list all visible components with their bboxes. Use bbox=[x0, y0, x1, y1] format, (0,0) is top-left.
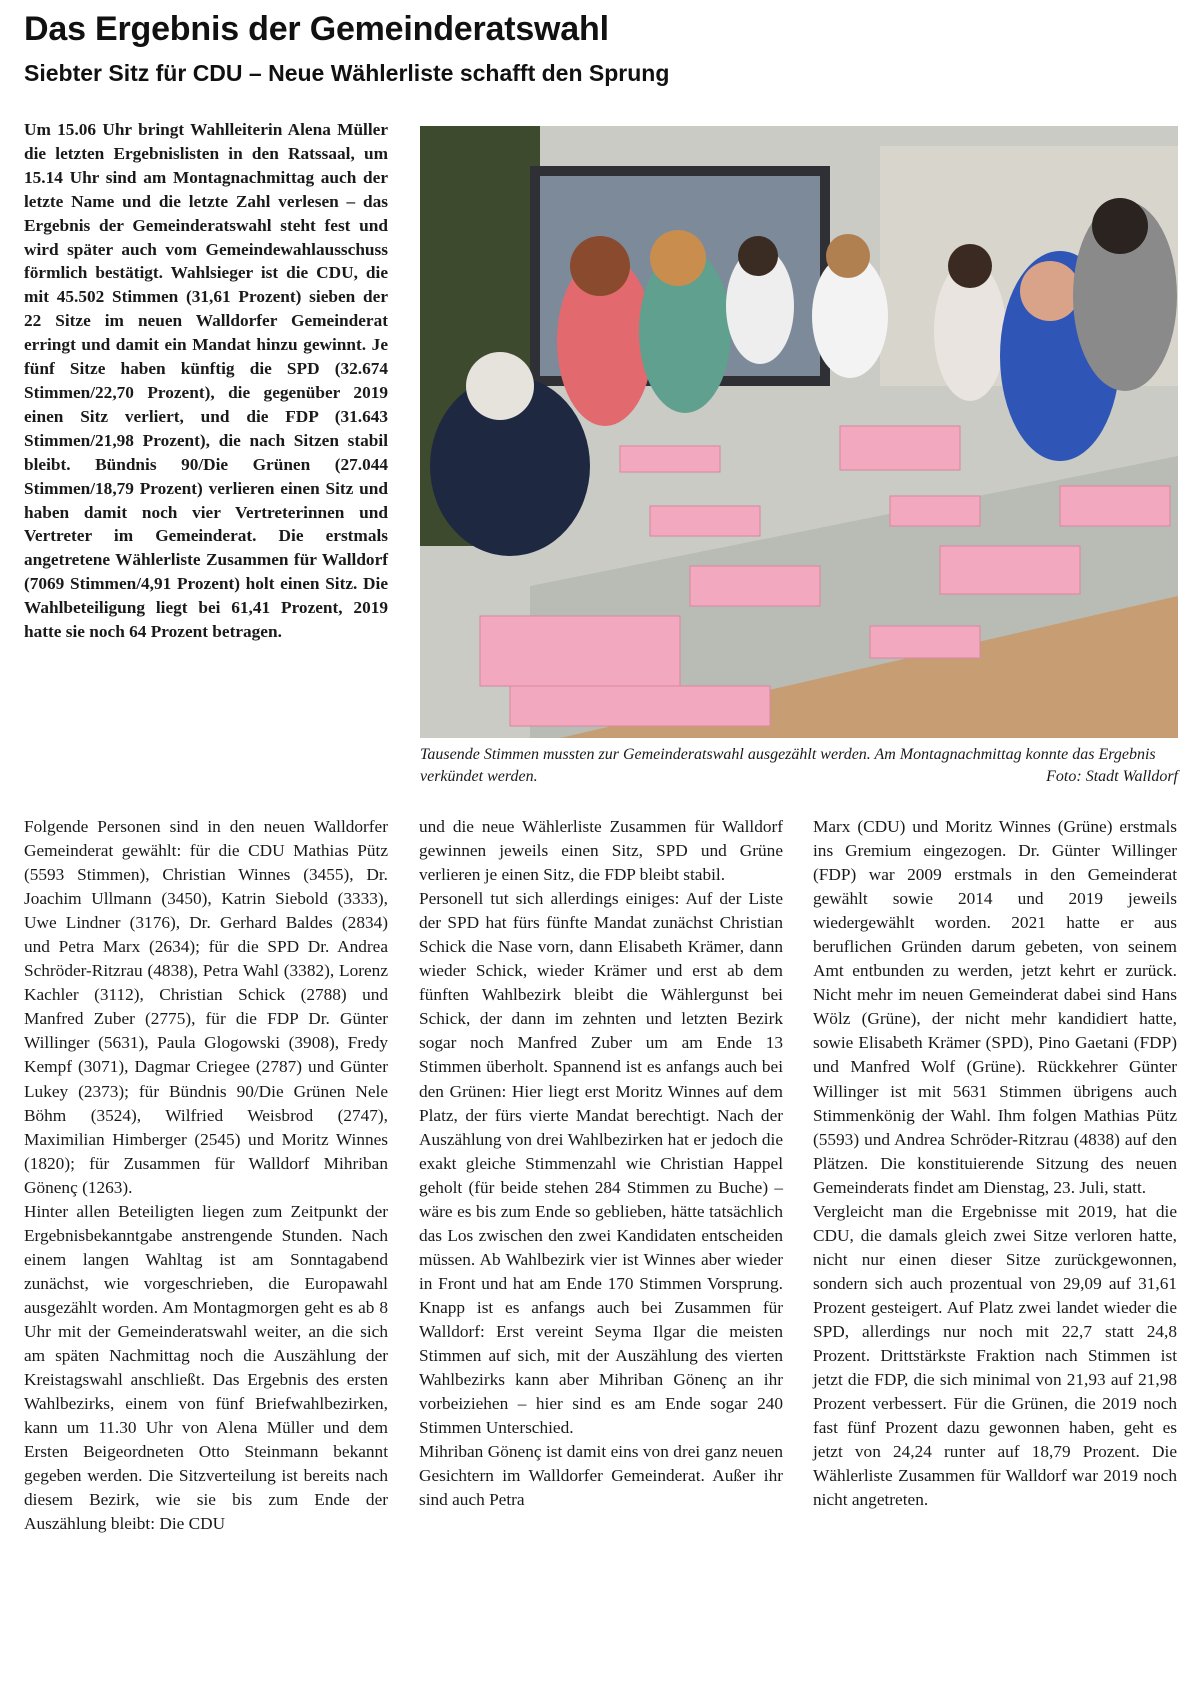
body-paragraph-counting: Hinter allen Beteiligten liegen zum Zeitpunkt der Ergebnisbekanntgabe anstrengende Stunden. Nach einem langen Wahltag ist am Sonntagabend zunächst, wie vorgeschrieben, die Europawahl ausgezählt worden. Am Montagmorgen geht es ab 8 Uhr mit der Gemeinderatswahl weiter, an die sich am späten Nachmittag noch die Auszählung der Kreistagswahl anschließt. Das Ergebnis des ersten Wahlbezirks, einem von fünf Briefwahlbezirken, kann um 11.30 Uhr von Alena Müller und dem Ersten Beigeordneten Otto Steinmann bekannt gegeben werden. Die Sitzverteilung ist bereits nach diesem Bezirk, wie sie bis zum Ende der Auszählung bleibt: Die CDU bbox=[24, 1201, 388, 1534]
body-column-1 bbox=[24, 815, 388, 1536]
vote-counting-photo bbox=[420, 126, 1178, 738]
lead-paragraph: Um 15.06 Uhr bringt Wahlleiterin Alena Müller die letzten Ergebnislisten in den Ratssaal, um 15.14 Uhr sind am Montagnachmittag auch der letzte Name und die letzte Zahl verlesen – das Ergebnis der Gemeinderatswahl steht fest und wird später auch vom Gemeindewahlausschuss förmlich bestätigt. Wahlsieger ist die CDU, die mit 45.502 Stimmen (31,61 Prozent) sieben der 22 Sitze im neuen Walldorfer Gemeinderat erringt und damit ein Mandat hinzu gewinnt. Je fünf Sitze haben künftig die SPD (32.674 Stimmen/22,70 Prozent), die gegenüber 2019 einen Sitz verliert, und die FDP (31.643 Stimmen/21,98 Prozent), die nach Sitzen stabil bleibt. Bündnis 90/Die Grünen (27.044 Stimmen/18,79 Prozent) verlieren einen Sitz und haben damit noch vier Vertreterinnen und Vertreter im Gemeinderat. Die erstmals angetretene Wählerliste Zusammen für Walldorf (7069 Stimmen/4,91 Prozent) holt einen Sitz. Die Wahlbeteiligung liegt bei 61,41 Prozent, 2019 hatte sie noch 64 Prozent betragen. bbox=[24, 120, 388, 642]
subheadline: Siebter Sitz für CDU – Neue Wählerliste schafft den Sprung bbox=[24, 60, 670, 86]
body-paragraph-comparison: Vergleicht man die Ergebnisse mit 2019, hat die CDU, die damals gleich zwei Sitze verloren hatte, nicht nur einen dieser Sitze zurückgewonnen, sondern sich auch prozentual von 29,09 auf 31,61 Prozent gesteigert. Auf Platz zwei landet wieder die SPD, allerdings nur noch mit 22,7 statt 24,8 Prozent. Drittstärkste Fraktion nach Stimmen ist jetzt die FDP, die sich minimal von 21,93 auf 21,98 Prozent verbessert. Für die Grünen, die 2019 noch fast fünf Prozent dazu gewonnen haben, geht es jetzt von 24,24 runter auf 18,79 Prozent. Die Wählerliste Zusammen für Walldorf war 2019 noch nicht angetreten. bbox=[813, 1201, 1177, 1510]
body-paragraph-elected: Folgende Personen sind in den neuen Walldorfer Gemeinderat gewählt: für die CDU Mathias Pütz (5593 Stimmen), Christian Winnes (3455), Dr. Joachim Ullmann (3450), Katrin Siebold (3333), Uwe Lindner (3176), Dr. Gerhard Baldes (2834) und Petra Marx (2634); für die SPD Dr. Andrea Schröder-Ritzrau (4838), Petra Wahl (3382), Lorenz Kachler (3112), Christian Schick (2788) und Manfred Zuber (2775), für die FDP Dr. Günter Willinger (5631), Paula Glogowski (3908), Fredy Kempf (3071), Dagmar Criegee (2787) und Günter Lukey (2373); für Bündnis 90/Die Grünen Nele Böhm (3524), Wilfried Weisbrod (2747), Maximilian Himberger (2545) und Moritz Winnes (1820); für Zusammen für Walldorf Mihriban Gönenç (1263). bbox=[24, 817, 388, 1197]
photo-caption bbox=[420, 744, 1178, 788]
body-column-2 bbox=[419, 815, 783, 1512]
photo-credit: Foto: Stadt Walldorf bbox=[1046, 768, 1178, 785]
body-paragraph-new-faces: Mihriban Gönenç ist damit eins von drei ganz neuen Gesichtern im Walldorfer Gemeinderat. Außer ihr sind auch Petra bbox=[419, 1442, 783, 1510]
body-column-3 bbox=[813, 815, 1177, 1512]
body-paragraph-counting-cont: und die neue Wählerliste Zusammen für Walldorf gewinnen jeweils einen Sitz, SPD und Grüne verlieren je einen Sitz, die FDP bleibt stabil. bbox=[419, 817, 783, 885]
caption-text: Tausende Stimmen mussten zur Gemeinderatswahl ausgezählt werden. Am Montagnachmittag konnte das Ergebnis verkündet werden. bbox=[420, 746, 1156, 785]
headline: Das Ergebnis der Gemeinderatswahl bbox=[24, 10, 609, 48]
body-paragraph-personnel: Personell tut sich allerdings einiges: Auf der Liste der SPD hat fürs fünfte Mandat zunächst Christian Schick die Nase vorn, dann Elisabeth Krämer, dann wieder Schick, wieder Krämer und erst ab dem fünften Wahlbezirk bleibt die Wählergunst bei Schick, der dann im zehnten und letzten Bezirk sogar noch Manfred Zuber um am Ende 13 Stimmen überholt. Spannend ist es anfangs auch bei den Grünen: Hier liegt erst Moritz Winnes auf dem Platz, der fürs vierte Mandat berechtigt. Nach der Auszählung von drei Wahlbezirken hat er jedoch die exakt gleiche Stimmenzahl wie Christian Happel geholt (für beide stehen 284 Stimmen zu Buche) – wäre es bis zum Ende so geblieben, hätte tatsächlich das Los zwischen den zwei Kandidaten entscheiden müssen. Ab Wahlbezirk vier ist Winnes aber wieder in Front und hat am Ende 170 Stimmen Vorsprung. Knapp ist es anfangs auch bei Zusammen für Walldorf: Erst vereint Seyma Ilgar die meisten Stimmen auf sich, mit der Auszählung des vierten Wahlbezirks kann aber Mihriban Gönenç an ihr vorbeiziehen – hier sind es am Ende sogar 240 Stimmen Unterschied. bbox=[419, 889, 783, 1438]
body-paragraph-new-faces-cont: Marx (CDU) und Moritz Winnes (Grüne) erstmals ins Gremium eingezogen. Dr. Günter Willinger (FDP) war 2009 erstmals in den Gemeinderat gewählt sowie 2014 und 2019 jeweils wiedergewählt worden. 2021 hatte er aus beruflichen Gründen darum gebeten, von seinem Amt entbunden zu werden, jetzt kehrt er zurück. Nicht mehr im neuen Gemeinderat dabei sind Hans Wölz (Grüne), der nicht mehr kandidiert hatte, sowie Elisabeth Krämer (SPD), Pino Gaetani (FDP) und Manfred Wolf (Grüne). Rückkehrer Günter Willinger ist mit 5631 Stimmen übrigens auch Stimmenkönig der Wahl. Ihm folgen Mathias Pütz (5593) und Andrea Schröder-Ritzrau (4838) auf den Plätzen. Die konstituierende Sitzung des neuen Gemeinderats findet am Dienstag, 23. Juli, statt. bbox=[813, 817, 1177, 1197]
photo-illustration bbox=[420, 126, 1178, 738]
